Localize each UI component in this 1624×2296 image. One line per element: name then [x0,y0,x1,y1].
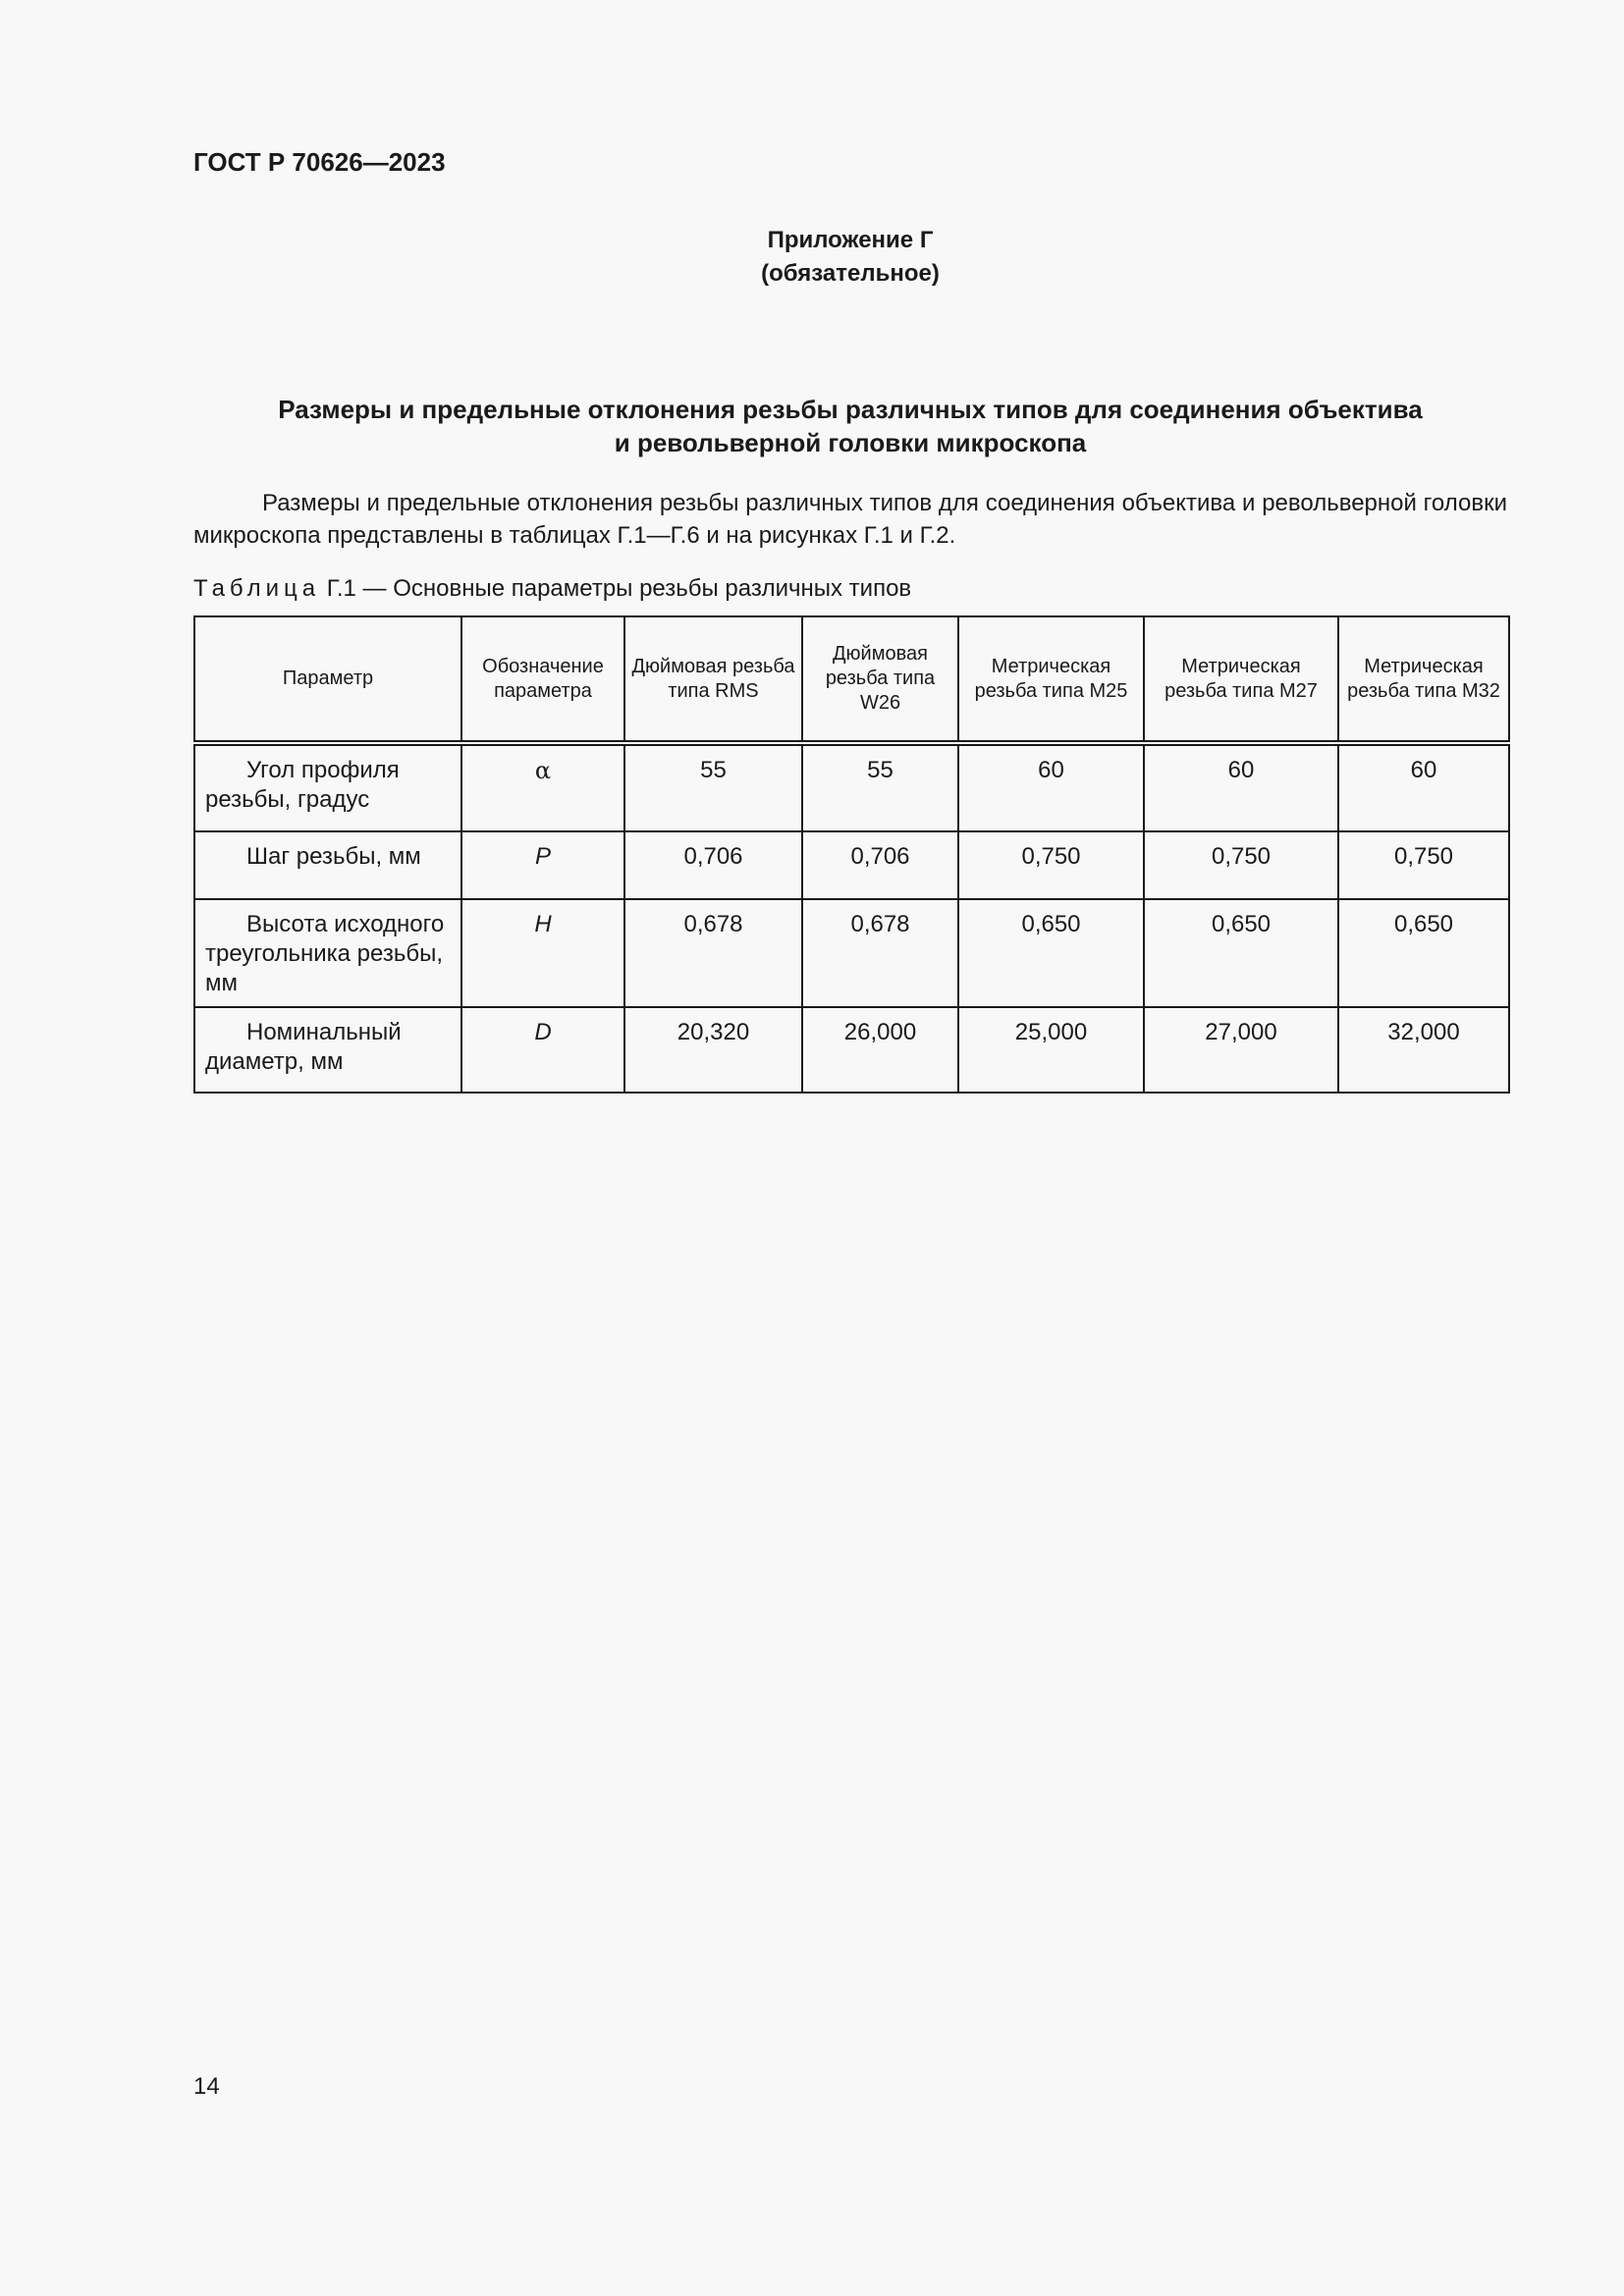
table-caption-text: Г.1 — Основные параметры резьбы различных типов [320,575,912,602]
param-symbol-cell: P [461,831,624,899]
param-symbol-cell: α [461,743,624,831]
param-name-cell: Шаг резьбы, мм [194,831,461,899]
appendix-title: Приложение Г [767,227,934,253]
param-name-cell: Номинальный диаметр, мм [194,1007,461,1093]
table-row [194,899,1509,1007]
appendix-status: (обязательное) [761,260,940,287]
value-cell: 0,678 [802,899,958,1007]
table-caption [193,574,911,604]
header-symbol: Обозначение параметра [461,616,624,743]
table-row [194,831,1509,899]
thread-parameters-table [193,615,1510,1094]
document-code: ГОСТ Р 70626—2023 [193,147,446,177]
value-cell: 27,000 [1144,1007,1338,1093]
value-cell: 0,650 [1338,899,1509,1007]
value-cell: 26,000 [802,1007,958,1093]
table-caption-label: Таблица [193,575,321,602]
value-cell: 55 [802,743,958,831]
table-row [194,743,1509,831]
value-cell: 32,000 [1338,1007,1509,1093]
section-title [193,393,1507,459]
value-cell: 25,000 [958,1007,1144,1093]
section-title-line-1: Размеры и предельные отклонения резьбы различных типов для соединения объектива [278,395,1423,424]
appendix-heading [193,224,1507,291]
param-symbol-cell: D [461,1007,624,1093]
value-cell: 0,750 [1338,831,1509,899]
param-name-cell: Угол профиля резьбы, градус [194,743,461,831]
value-cell: 0,678 [624,899,802,1007]
value-cell: 0,750 [958,831,1144,899]
value-cell: 0,750 [1144,831,1338,899]
header-parameter: Параметр [194,616,461,743]
section-title-line-2: и револьверной головки микроскопа [614,428,1087,457]
value-cell: 0,650 [1144,899,1338,1007]
header-m32: Метрическая резьба типа М32 [1338,616,1509,743]
page-number: 14 [193,2073,220,2100]
header-w26: Дюймовая резьба типа W26 [802,616,958,743]
value-cell: 60 [1144,743,1338,831]
value-cell: 0,706 [802,831,958,899]
value-cell: 55 [624,743,802,831]
header-rms: Дюймовая резьба типа RMS [624,616,802,743]
value-cell: 0,650 [958,899,1144,1007]
intro-paragraph: Размеры и предельные отклонения резьбы различных типов для соединения объектива и револьверной головки микроскопа представлены в таблицах Г.1—Г.6 и на рисунках Г.1 и Г.2. [193,490,1507,549]
table-header-row [194,616,1509,743]
value-cell: 20,320 [624,1007,802,1093]
table-row [194,1007,1509,1093]
header-m25: Метрическая резьба типа М25 [958,616,1144,743]
value-cell: 60 [958,743,1144,831]
param-symbol-cell: H [461,899,624,1007]
param-name-cell: Высота исходного треугольника резьбы, мм [194,899,461,1007]
header-m27: Метрическая резьба типа М27 [1144,616,1338,743]
value-cell: 60 [1338,743,1509,831]
value-cell: 0,706 [624,831,802,899]
